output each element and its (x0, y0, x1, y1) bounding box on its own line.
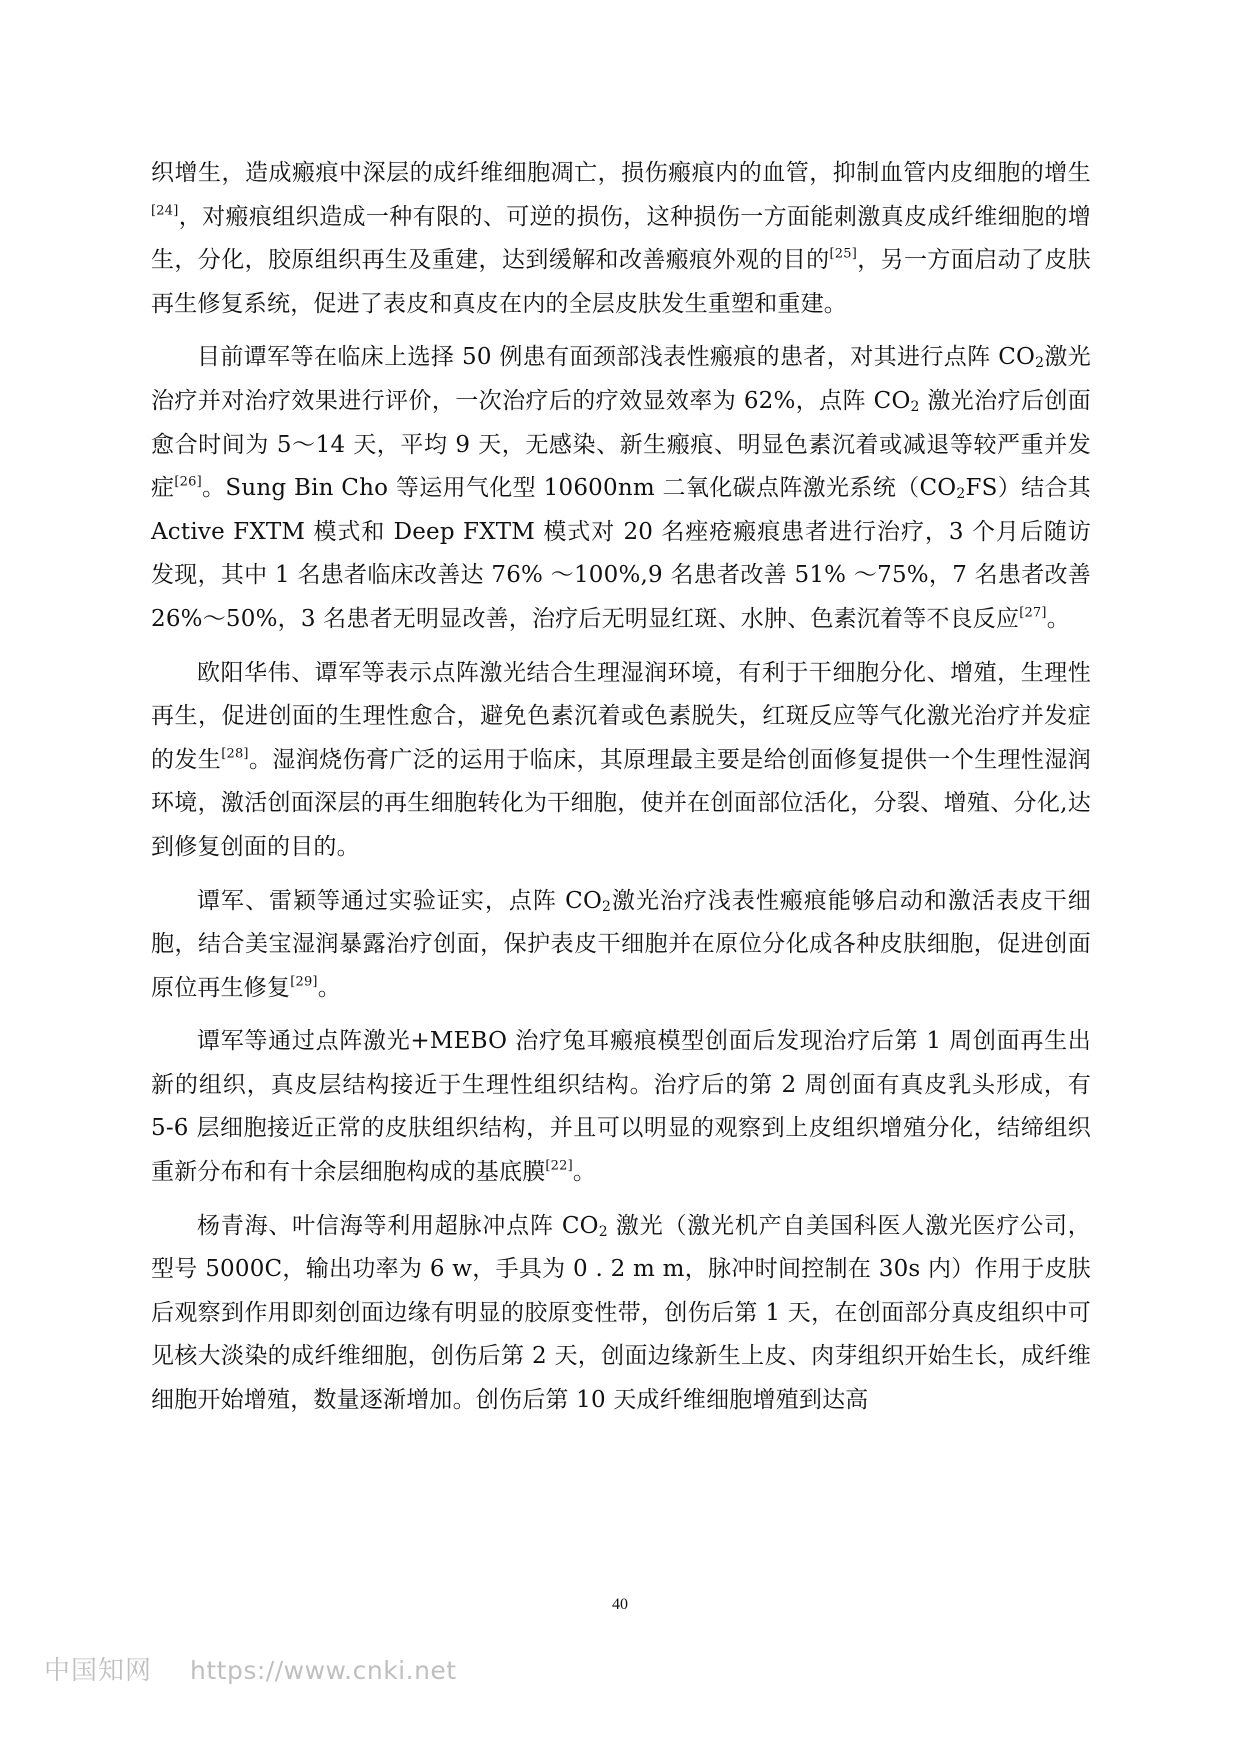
subscript: 2 (910, 398, 920, 415)
text-run: 。 (317, 974, 341, 1001)
watermark-brand: 中国知网 (44, 1656, 153, 1686)
text-run: 欧阳华伟、谭军等表示点阵激光结合生理湿润环境，有利于干细胞分化、增殖，生理性再生，促进创面的生理性愈合，避免色素沉着或色素脱失，红斑反应等气化激光治疗并发症的发生 (151, 659, 1091, 773)
text-run: 杨青海、叶信海等利用超脉冲点阵 CO (197, 1212, 599, 1239)
citation-ref: [27] (1019, 605, 1047, 621)
citation-ref: [24] (151, 202, 179, 218)
text-run: 激光（激光机产自美国科医人激光医疗公司，型号 5000C，输出功率为 6 w，手具为 0 . 2 m m，脉冲时间控制在 30s 内）作用于皮肤后观察到作用即刻创面边缘有明显的胶原变性带，创伤后第 1 天，在创面部分真皮组织中可见核大淡染的成纤维细胞，创伤后第 2 天，创面边缘新生上皮、肉芽组织开始生长，成纤维细胞开始增殖，数量逐渐增加。创伤后第 10 天成纤维细胞增殖到达高 (151, 1212, 1091, 1414)
paragraph (151, 152, 1091, 326)
text-run: 。Sung Bin Cho 等运用气化型 10600nm 二氧化碳点阵激光系统（CO (201, 475, 957, 502)
text-run: FS）结合其 Active FXTM 模式和 Deep FXTM 模式对 20 名痤疮瘢痕患者进行治疗，3 个月后随访发现，其中 1 名患者临床改善达 76% ～100%,9 名患者改善 51% ～75%，7 名患者改善 26%～50%，3 名患者无明显改善，治疗后无明显红斑、水肿、色素沉着等不良反应 (151, 475, 1092, 632)
watermark-url: https://www.cnki.net (190, 1656, 457, 1685)
citation-ref: [26] (174, 474, 202, 490)
paragraph (151, 652, 1091, 870)
subscript: 2 (602, 898, 612, 915)
paragraph (151, 336, 1091, 641)
page-number: 40 (612, 1596, 628, 1613)
text-run: 激光治疗并对治疗效果进行评价，一次治疗后的疗效显效率为 62%，点阵 CO (151, 344, 1091, 414)
text-run: 激光治疗浅表性瘢痕能够启动和激活表皮干细胞，结合美宝湿润暴露治疗创面，保护表皮干细胞并在原位分化成各种皮肤细胞，促进创面原位再生修复 (151, 887, 1091, 1001)
citation-ref: [29] (290, 973, 318, 989)
paragraph (151, 1205, 1091, 1423)
text-run: 激光治疗后创面愈合时间为 5～14 天，平均 9 天，无感染、新生瘢痕、明显色素沉着或减退等较严重并发症 (151, 387, 1091, 502)
subscript: 2 (1035, 355, 1045, 372)
paragraph (151, 880, 1091, 1011)
body-text (151, 152, 1091, 1433)
text-run: 目前谭军等在临床上选择 50 例患有面颈部浅表性瘢痕的患者，对其进行点阵 CO (197, 344, 1036, 371)
text-run: ，对瘢痕组织造成一种有限的、可逆的损伤，这种损伤一方面能刺激真皮成纤维细胞的增生，分化，胶原组织再生及重建，达到缓解和改善瘢痕外观的目的 (151, 203, 1091, 274)
text-run: ，另一方面启动了皮肤再生修复系统，促进了表皮和真皮在内的全层皮肤发生重塑和重建。 (151, 247, 1092, 317)
text-run: 。湿润烧伤膏广泛的运用于临床，其原理最主要是给创面修复提供一个生理性湿润环境，激活创面深层的再生细胞转化为干细胞，使并在创面部位活化，分裂、增殖、分化,达到修复创面的目的。 (151, 746, 1091, 860)
subscript: 2 (956, 485, 966, 502)
text-run: 。 (572, 1159, 597, 1186)
subscript: 2 (598, 1223, 608, 1240)
citation-ref: [25] (829, 246, 858, 262)
text-run: 织增生，造成瘢痕中深层的成纤维细胞凋亡，损伤瘢痕内的血管，抑制血管内皮细胞的增生 (151, 160, 1091, 186)
watermark (44, 1650, 457, 1687)
text-run: 。 (1046, 605, 1070, 632)
citation-ref: [28] (221, 745, 249, 761)
paragraph (151, 1020, 1091, 1194)
citation-ref: [22] (545, 1158, 573, 1174)
text-run: 谭军等通过点阵激光+MEBO 治疗兔耳瘢痕模型创面后发现治疗后第 1 周创面再生出新的组织，真皮层结构接近于生理性组织结构。治疗后的第 2 周创面有真皮乳头形成，有 5-6 层细胞接近正常的皮肤组织结构，并且可以明显的观察到上皮组织增殖分化，结缔组织重新分布和有十余层细胞构成的基底膜 (151, 1028, 1091, 1186)
text-run: 谭军、雷颖等通过实验证实，点阵 CO (197, 887, 603, 914)
